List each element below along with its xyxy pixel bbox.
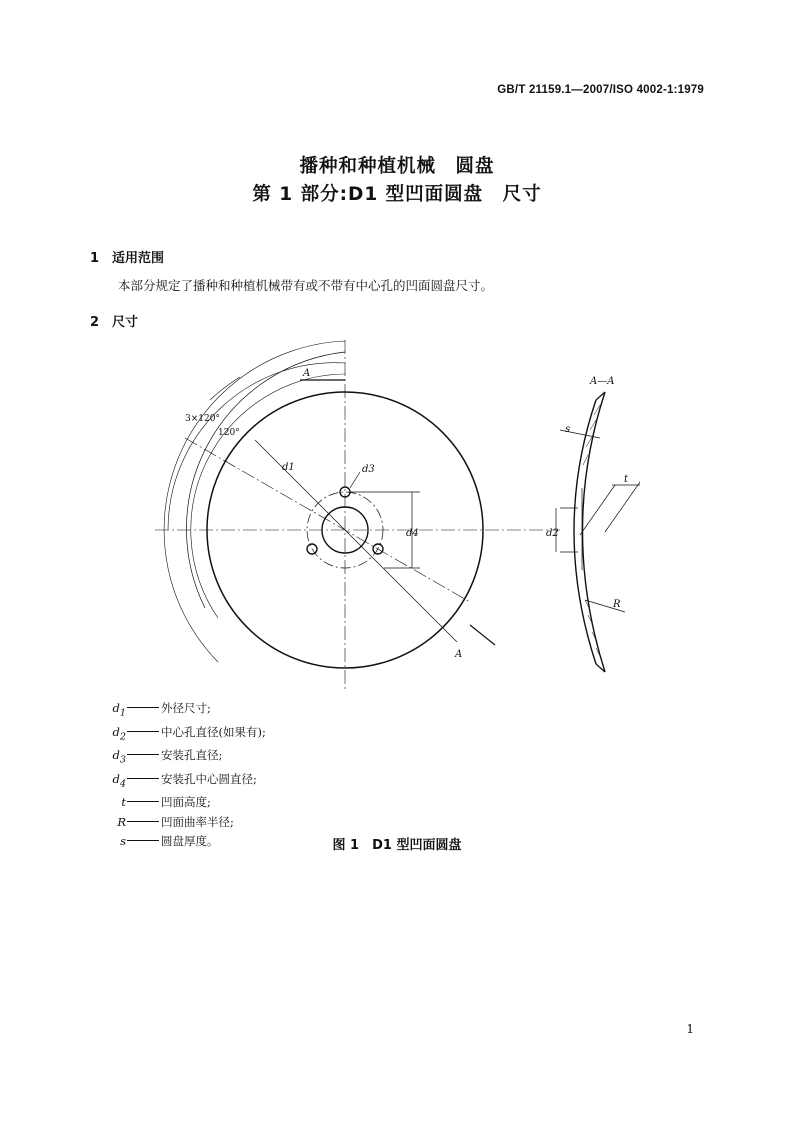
legend-text: 外径尺寸; — [161, 701, 211, 715]
legend-text: 中心孔直径(如果有); — [161, 724, 266, 739]
section-1-body: 本部分规定了播种和种植机械带有或不带有中心孔的凹面圆盘尺寸。 — [118, 278, 494, 293]
legend-text: 凹面曲率半径; — [161, 814, 234, 829]
legend-item — [108, 813, 266, 832]
section-2-title: 尺寸 — [112, 315, 139, 330]
legend-text: 安装孔直径; — [161, 748, 223, 763]
t-dimension-line — [605, 482, 640, 532]
label-d3: d3 — [362, 464, 375, 475]
legend-subscript: 4 — [119, 778, 126, 790]
standard-number: GB/T 21159.1—2007/ISO 4002-1:1979 — [497, 84, 704, 96]
legend-subscript: 3 — [119, 754, 126, 766]
legend-item — [108, 770, 266, 794]
diagonal-centerline — [185, 438, 470, 602]
legend-symbol: d — [112, 771, 120, 786]
label-section-a-top: A — [303, 368, 311, 379]
legend-symbol: s — [120, 833, 126, 848]
legend-symbol: t — [121, 795, 126, 810]
label-d1: d1 — [282, 462, 295, 473]
label-r: R — [613, 599, 621, 610]
legend-text: 凹面高度; — [161, 795, 211, 810]
figure-caption: 图 1 D1 型凹面圆盘 — [332, 838, 462, 853]
legend-symbol: d — [112, 724, 120, 739]
legend-subscript: 1 — [119, 707, 126, 719]
label-angle-total: 3×120° — [185, 414, 220, 424]
angle-arc-120 — [186, 352, 345, 608]
legend-item — [108, 746, 266, 770]
title-line-1: 播种和种植机械 圆盘 — [299, 156, 495, 177]
legend-subscript: 2 — [119, 730, 126, 742]
label-section-a-bottom: A — [455, 649, 463, 660]
label-angle-single: 120° — [218, 428, 240, 438]
section-mark-bottom — [470, 625, 495, 645]
legend-text: 圆盘厚度。 — [161, 833, 219, 848]
d3-leader — [350, 472, 360, 488]
legend-item — [108, 793, 266, 812]
title-line-2: 第 1 部分:D1 型凹面圆盘 尺寸 — [252, 184, 542, 205]
page-number: 1 — [686, 1022, 694, 1036]
section-1-title: 适用范围 — [112, 251, 165, 266]
label-d4: d4 — [406, 528, 419, 539]
label-section-view: A—A — [590, 376, 615, 387]
section-2-number: 2 — [90, 315, 100, 330]
label-t: t — [624, 474, 629, 485]
label-d2: d2 — [546, 528, 559, 539]
legend-item — [108, 723, 266, 747]
legend-symbol: d — [112, 701, 120, 715]
legend-symbol: d — [112, 748, 120, 763]
legend-symbol: R — [117, 814, 126, 829]
label-s: s — [565, 424, 571, 435]
legend-item — [108, 699, 266, 723]
section-1-number: 1 — [90, 251, 100, 266]
legend-text: 安装孔中心圆直径; — [161, 771, 257, 786]
figure-legend — [108, 699, 266, 851]
